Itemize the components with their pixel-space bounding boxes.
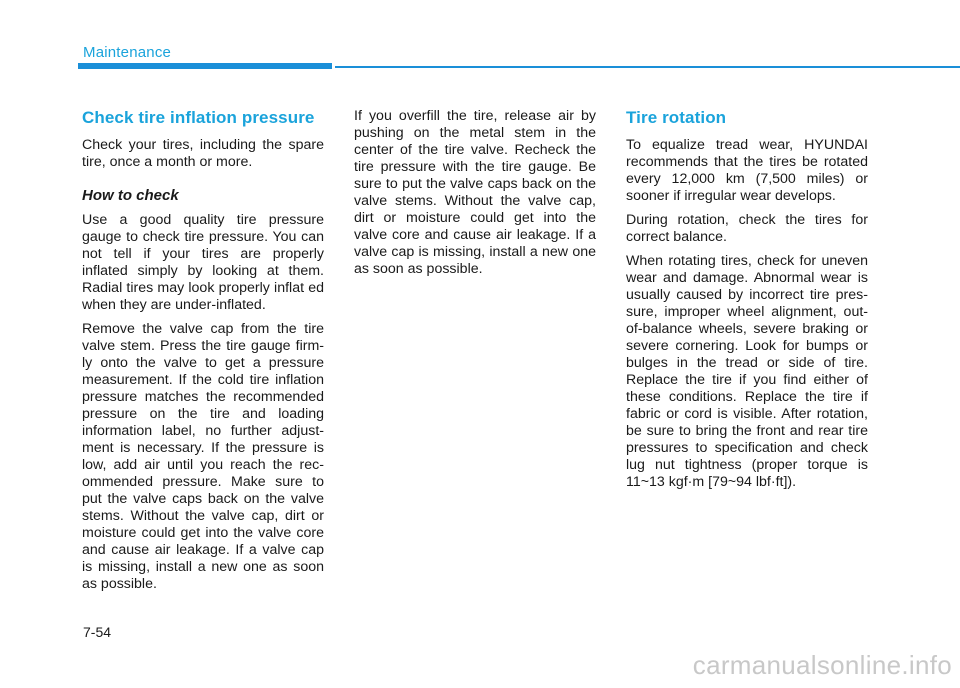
subheading-how-to-check: How to check (82, 187, 179, 204)
watermark-text: carmanualsonline.info (692, 650, 952, 680)
page-number: 7-54 (83, 624, 112, 640)
header-rule-thick (78, 63, 332, 69)
paragraph-gauge: Use a good quality tire pressure gauge to check tire pressure. You can not tell if your tires are properly inflated simply by looking at them. Radial tires may look properly inflat ed when they are under-inflated. (82, 212, 324, 313)
column-right (626, 108, 868, 498)
heading-tire-rotation: Tire rotation (626, 108, 727, 127)
intro-paragraph: Check your tires, including the spare tire, once a month or more. (82, 137, 324, 170)
paragraph-overfill: If you overfill the tire, release air by pushing on the metal stem in the center of the tire valve. Recheck the tire pressure with the tire gauge. Be sure to put the valve caps back on the valve stems. Without the valve cap, dirt or moisture could get into the valve core and cause air leakage. If a valve cap is missing, install a new one as soon as possible. (354, 108, 596, 277)
column-left (82, 108, 324, 600)
paragraph-valve-cap: Remove the valve cap from the tire valve stem. Press the tire gauge firm ly onto the valve to get a pressure measurement. If the cold tire inflation pressure matches the recommended pressure on the tire and loading information label, no further adjust ment is necessary. If the pressure is low, add air until you reach the rec ommended pressure. Make sure to put the valve caps back on the valve stems. Without the valve cap, dirt or moisture could get into the valve core and cause air leakage. If a valve cap is missing, install a new one as soon as possible. (82, 321, 324, 592)
heading-check-tire-inflation: Check tire inflation pressure (82, 108, 315, 127)
paragraph-rotation-interval: To equalize tread wear, HYUNDAI recommends that the tires be rotated every 12,000 km (7,500 miles) or sooner if irregular wear develops. (626, 137, 868, 204)
paragraph-balance: During rotation, check the tires for correct balance. (626, 212, 868, 245)
section-label: Maintenance (83, 44, 172, 61)
column-middle (354, 108, 596, 285)
paragraph-uneven-wear: When rotating tires, check for uneven wear and damage. Abnormal wear is usually caused by incorrect tire pres sure, improper wheel alignment, out-of-balance wheels, severe braking or severe cornering. Look for bumps or bulges in the tread or side of tire. Replace the tire if you find either of these conditions. Replace the tire if fabric or cord is visible. After rotation, be sure to bring the front and rear tire pressures to specification and check lug nut tightness (proper torque is 11~13 kgf·m [79~94 lbf·ft]). (626, 253, 868, 490)
header-rule-thin (335, 66, 960, 68)
